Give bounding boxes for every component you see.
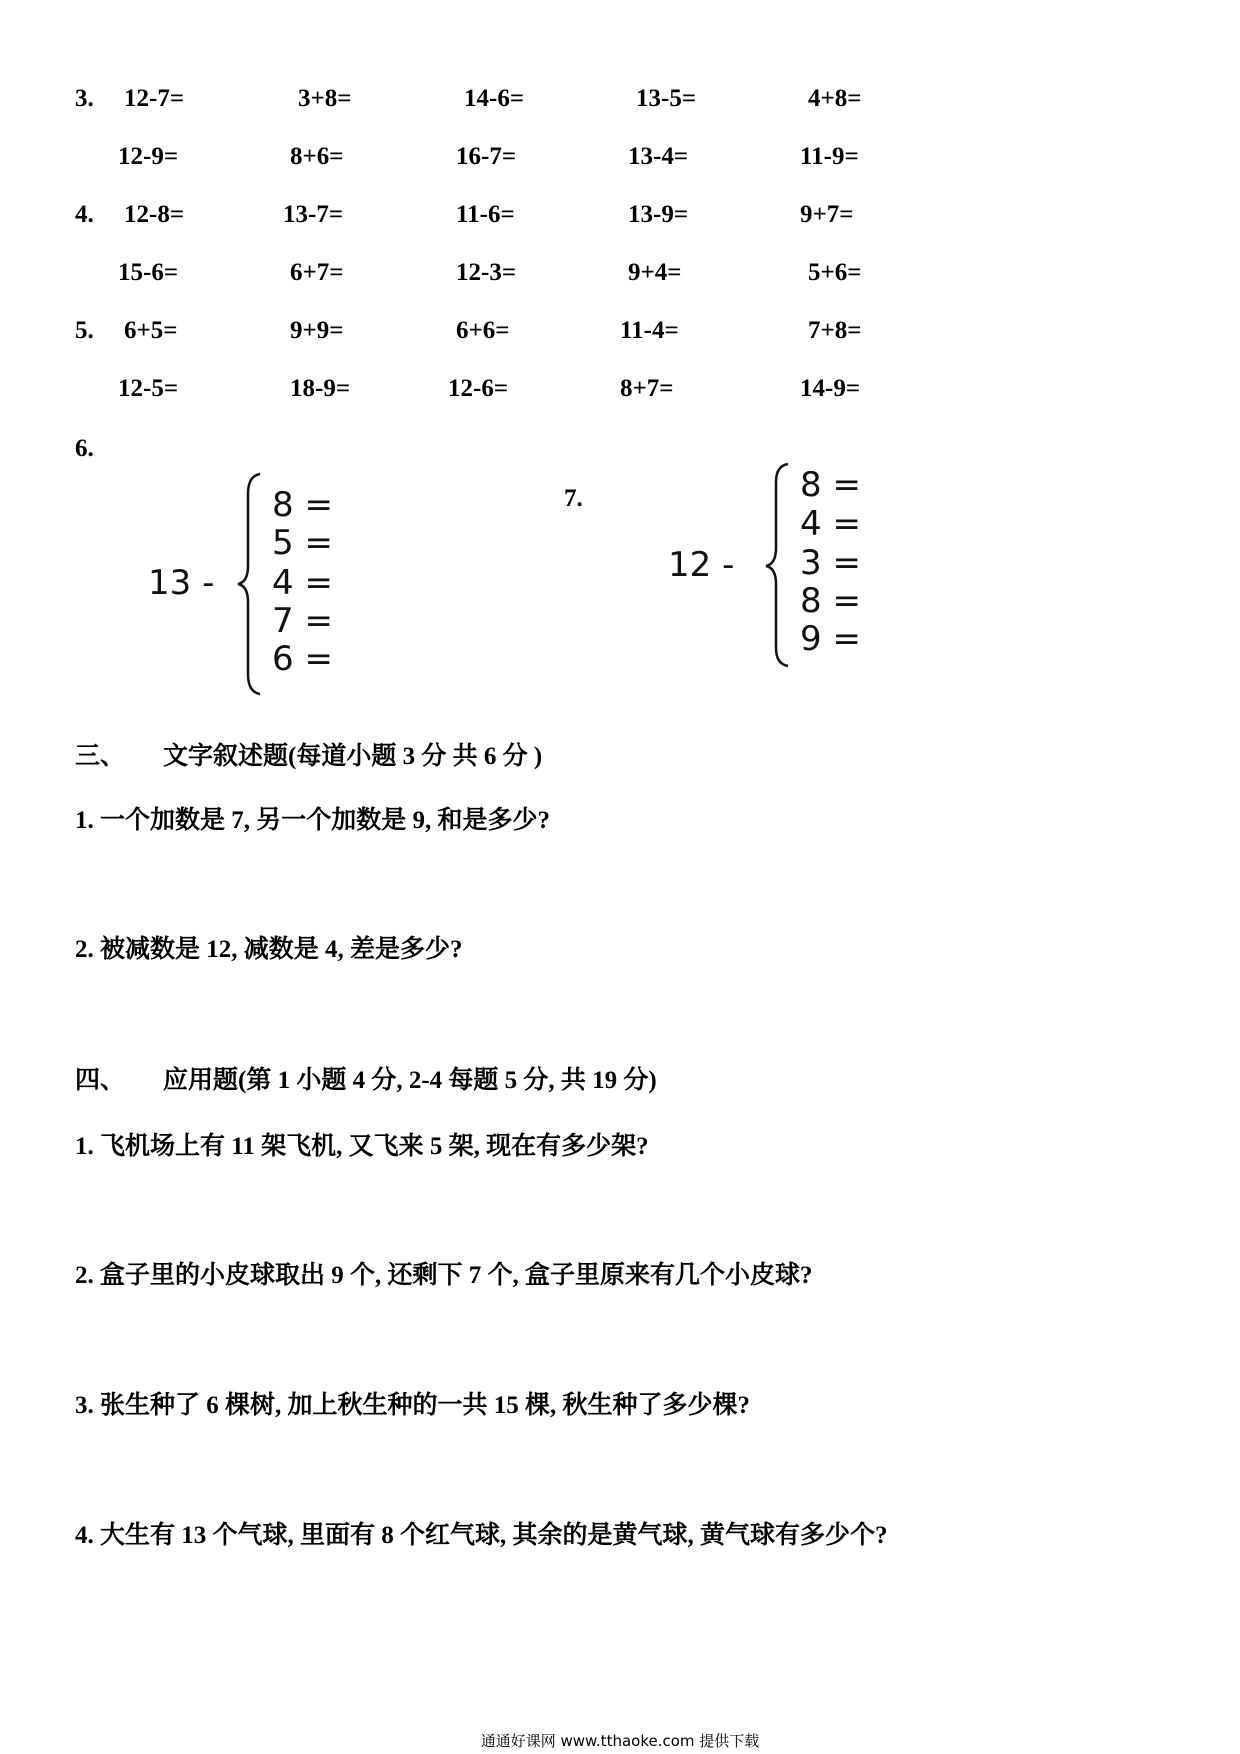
q6-minuend: 13 - — [148, 563, 215, 603]
problem-5-9: 8+7= — [620, 375, 674, 402]
q7-label: 7. — [564, 485, 583, 512]
section-3-title: 文字叙述题(每道小题 3 分 共 6 分 ) — [163, 743, 543, 770]
row-4-label: 4. — [75, 201, 94, 228]
problem-3-7: 8+6= — [290, 143, 344, 170]
section-4-heading — [75, 1068, 657, 1093]
problem-5-10: 14-9= — [800, 375, 861, 402]
problem-3-9: 13-4= — [628, 143, 689, 170]
footer-credit: 通通好课网 www.tthaoke.com 提供下载 — [480, 1732, 760, 1750]
problem-4-7: 6+7= — [290, 259, 344, 286]
problem-5-1: 6+5= — [124, 317, 178, 344]
section-4-problem-3: 3. 张生种了 6 棵树, 加上秋生种的一共 15 棵, 秋生种了多少棵? — [75, 1392, 751, 1419]
q7-brace — [764, 460, 794, 670]
section-4-problem-2: 2. 盒子里的小皮球取出 9 个, 还剩下 7 个, 盒子里原来有几个小皮球? — [75, 1262, 813, 1289]
problem-4-2: 13-7= — [283, 201, 344, 228]
problem-5-7: 18-9= — [290, 375, 351, 402]
problem-3-8: 16-7= — [456, 143, 517, 170]
q6-item-5: 6 = — [272, 639, 333, 679]
q6-brace — [236, 470, 266, 698]
q6-item-1: 8 = — [272, 485, 333, 525]
q7-minuend: 12 - — [668, 545, 735, 585]
problem-3-6: 12-9= — [118, 143, 179, 170]
problem-5-2: 9+9= — [290, 317, 344, 344]
q6-item-2: 5 = — [272, 523, 333, 563]
row-3-label: 3. — [75, 85, 94, 112]
section-3-problem-1: 1. 一个加数是 7, 另一个加数是 9, 和是多少? — [75, 807, 551, 834]
q6-item-4: 7 = — [272, 601, 333, 641]
problem-5-4: 11-4= — [620, 317, 679, 344]
problem-4-1: 12-8= — [124, 201, 185, 228]
problem-5-6: 12-5= — [118, 375, 179, 402]
problem-4-9: 9+4= — [628, 259, 682, 286]
problem-3-1: 12-7= — [124, 85, 185, 112]
q7-item-5: 9 = — [800, 619, 861, 659]
problem-4-5: 9+7= — [800, 201, 854, 228]
q7-item-4: 8 = — [800, 581, 861, 621]
q7-item-2: 4 = — [800, 504, 861, 544]
problem-3-2: 3+8= — [298, 85, 352, 112]
q7-item-3: 3 = — [800, 543, 861, 583]
q6-label: 6. — [75, 435, 94, 462]
problem-3-10: 11-9= — [800, 143, 859, 170]
problem-5-5: 7+8= — [808, 317, 862, 344]
problem-4-10: 5+6= — [808, 259, 862, 286]
section-4-title: 应用题(第 1 小题 4 分, 2-4 每题 5 分, 共 19 分) — [163, 1067, 657, 1094]
q6-item-3: 4 = — [272, 563, 333, 603]
section-3-heading — [75, 744, 542, 769]
section-3-number: 三、 — [75, 743, 126, 770]
problem-4-4: 13-9= — [628, 201, 689, 228]
problem-5-3: 6+6= — [456, 317, 510, 344]
section-3-problem-2: 2. 被减数是 12, 减数是 4, 差是多少? — [75, 936, 463, 963]
problem-3-4: 13-5= — [636, 85, 697, 112]
problem-3-5: 4+8= — [808, 85, 862, 112]
problem-4-6: 15-6= — [118, 259, 179, 286]
section-4-problem-1: 1. 飞机场上有 11 架飞机, 又飞来 5 架, 现在有多少架? — [75, 1133, 649, 1160]
problem-4-3: 11-6= — [456, 201, 515, 228]
section-4-number: 四、 — [75, 1067, 126, 1094]
problem-3-3: 14-6= — [464, 85, 525, 112]
q7-item-1: 8 = — [800, 465, 861, 505]
problem-4-8: 12-3= — [456, 259, 517, 286]
problem-5-8: 12-6= — [448, 375, 509, 402]
row-5-label: 5. — [75, 317, 94, 344]
section-4-problem-4: 4. 大生有 13 个气球, 里面有 8 个红气球, 其余的是黄气球, 黄气球有多少个? — [75, 1522, 888, 1549]
